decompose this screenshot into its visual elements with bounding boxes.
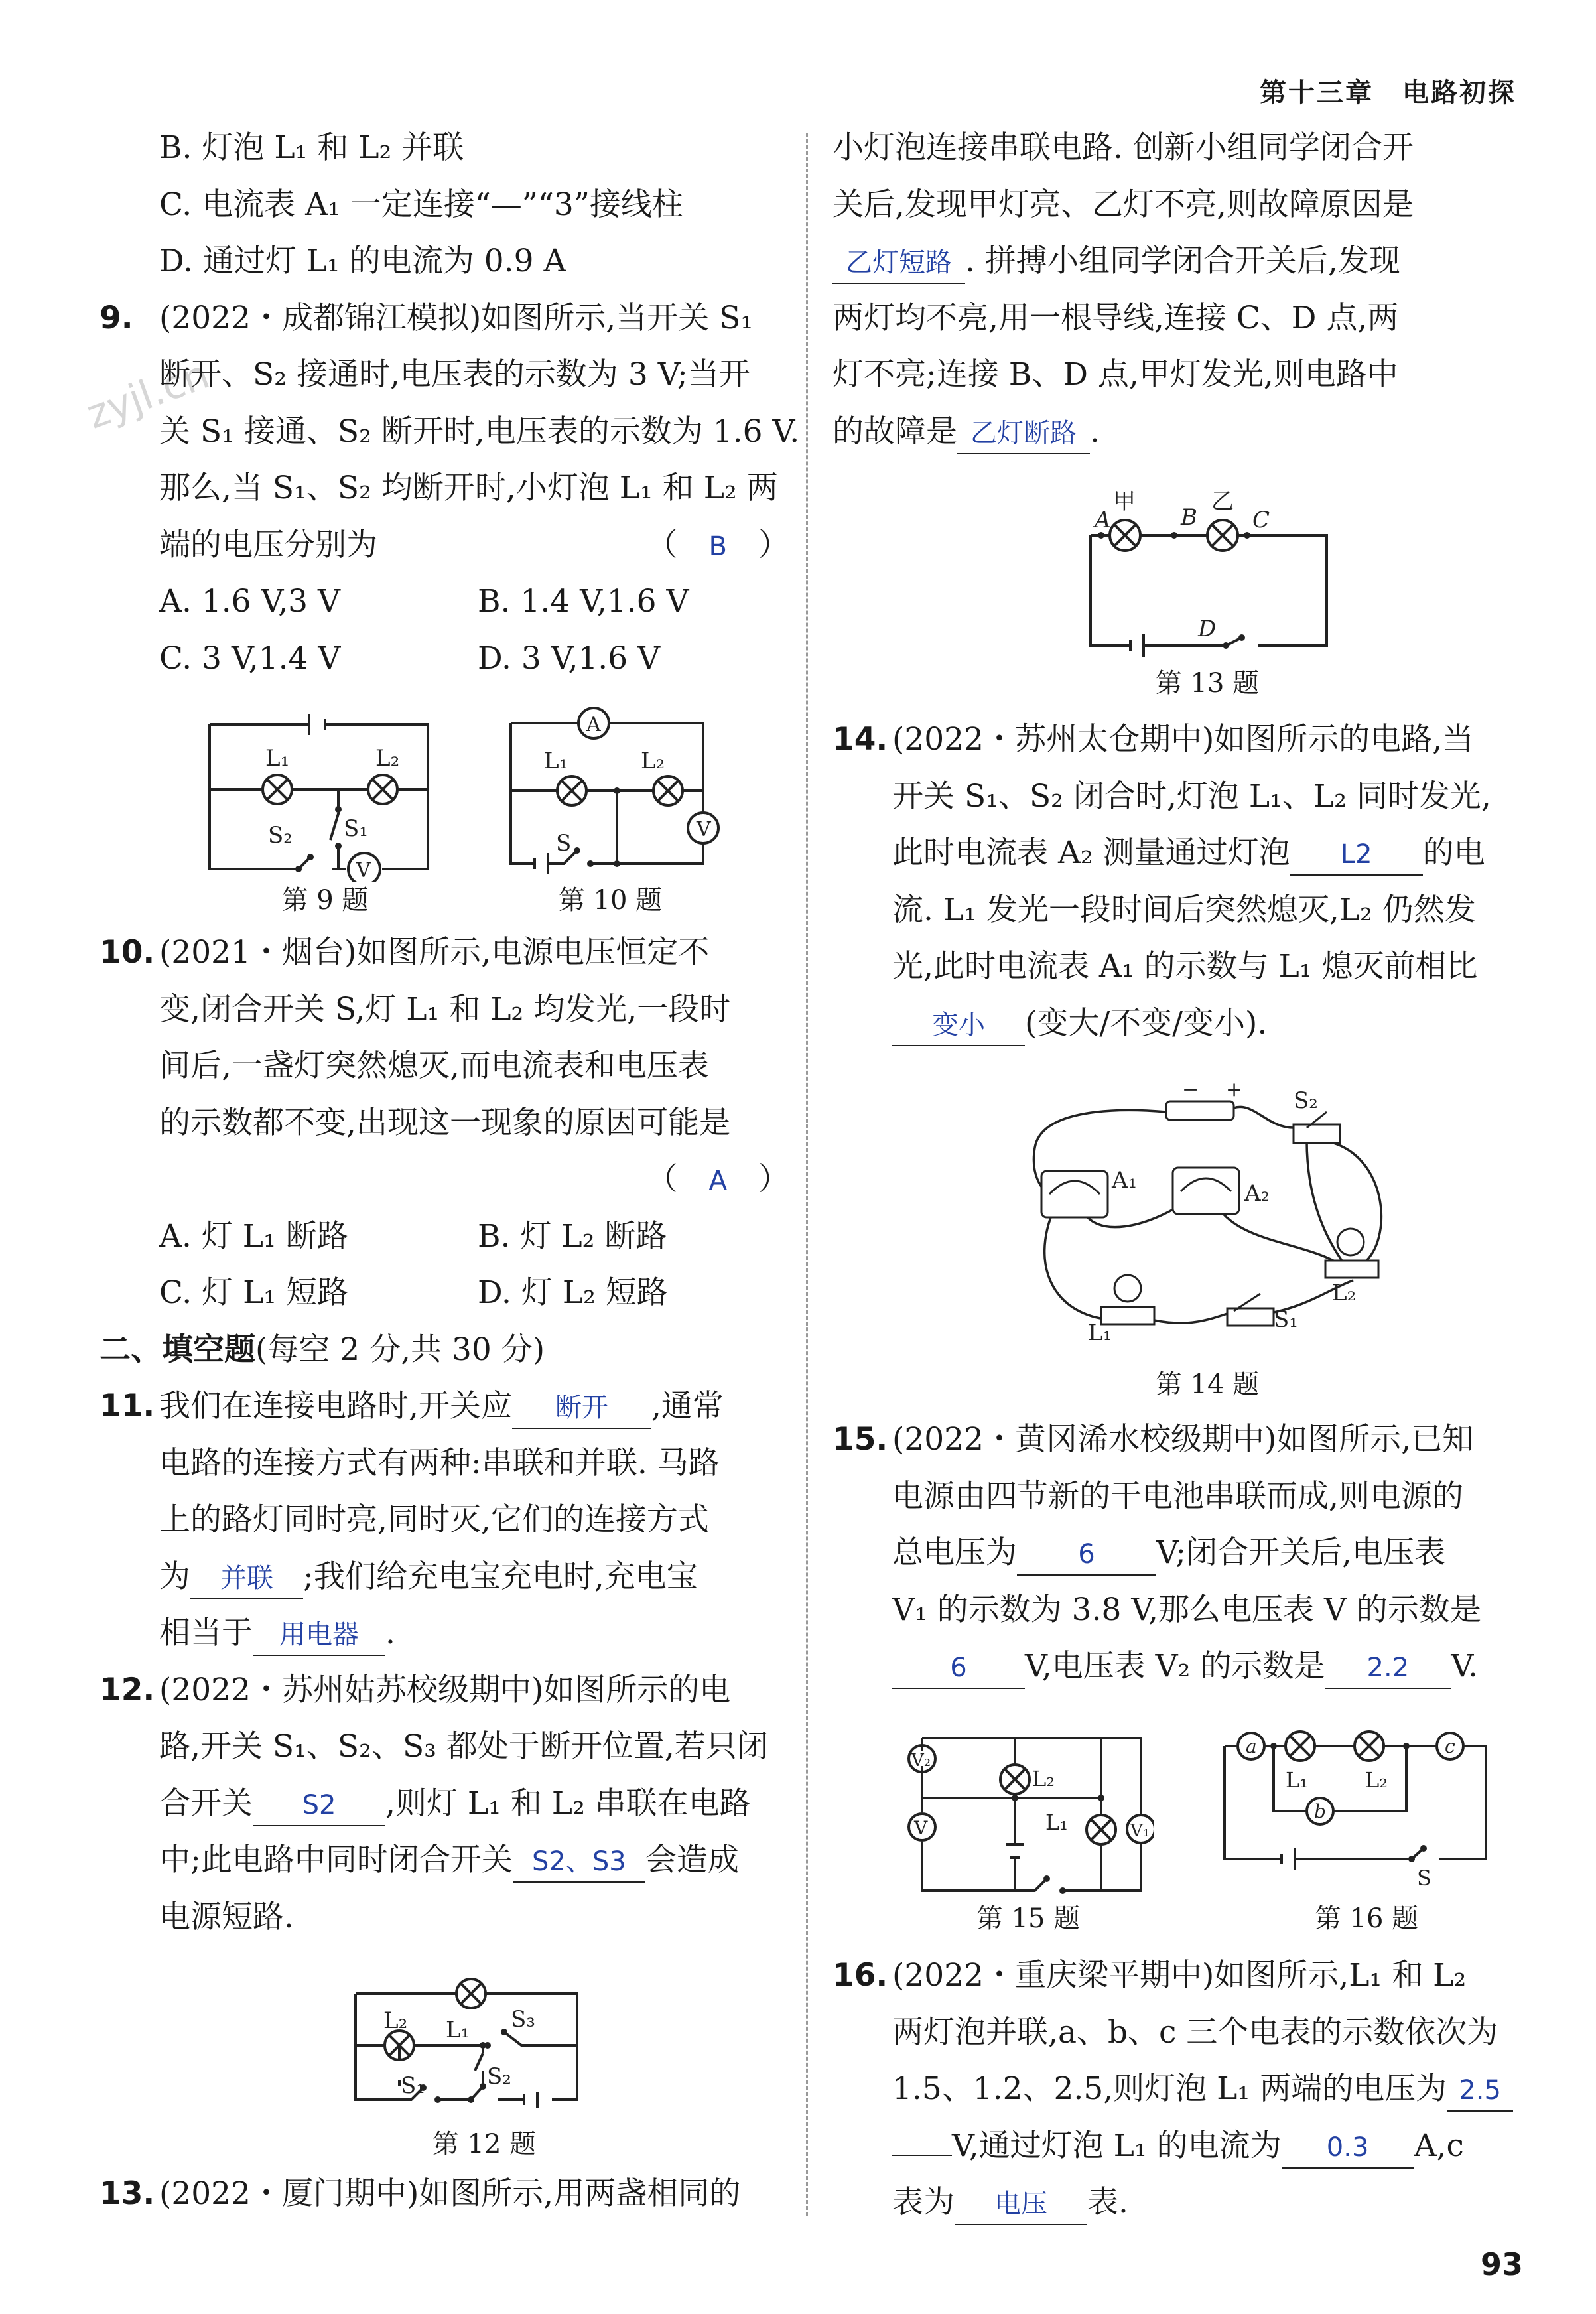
- q14-answer-1: L2: [1290, 835, 1423, 876]
- question-10: [100, 924, 789, 1322]
- fig10-voltmeter-label: V: [697, 818, 711, 841]
- q14-text-2: 开关 S₁、S₂ 闭合时,灯泡 L₁、L₂ 同时发光,: [892, 778, 1491, 815]
- q11-text-1a: 我们在连接电路时,开关应: [159, 1388, 512, 1424]
- q15-text-3b: V;闭合开关后,电压表: [1156, 1534, 1445, 1571]
- fig12-label-S2: S₂: [487, 2063, 511, 2090]
- fig13-label-yi: 乙: [1211, 488, 1234, 515]
- q11-text-3: 上的路灯同时亮,同时灭,它们的连接方式: [159, 1501, 709, 1538]
- fig15-voltmeter-V: V: [914, 1817, 928, 1839]
- q11-text-4a: 为: [159, 1558, 190, 1595]
- q12-number: 12.: [100, 1671, 155, 1708]
- q13-text-6b: .: [1090, 413, 1100, 450]
- q10-answer-paren: （ A ）: [646, 1161, 789, 1197]
- q16-answer-2: 0.3: [1282, 2128, 1414, 2169]
- fig12-label-L2: L₂: [383, 2008, 408, 2034]
- fig13-point-D: D: [1198, 616, 1217, 642]
- fig13-label-jia: 甲: [1113, 488, 1136, 515]
- fig16-label-L1: L₁: [1286, 1767, 1309, 1793]
- fig13-point-A: A: [1095, 507, 1111, 533]
- q11-text-5b: .: [385, 1615, 395, 1651]
- q13-answer-2: 乙灯断路: [957, 413, 1090, 454]
- fig9-label-S2: S₂: [268, 822, 293, 849]
- q14-text-4: 流. L₁ 发光一段时间后突然熄灭,L₂ 仍然发: [892, 891, 1476, 928]
- fig13-point-C: C: [1252, 507, 1270, 533]
- figure-14-apparatus: [1015, 1068, 1400, 1347]
- q13-answer-1: 乙灯短路: [832, 243, 965, 284]
- q10-option-d: D. 灯 L₂ 短路: [478, 1274, 668, 1311]
- q10-text-2: 变,闭合开关 S,灯 L₁ 和 L₂ 均发光,一段时: [159, 990, 731, 1028]
- q16-text-5a: 表为: [892, 2184, 955, 2220]
- q14-caption: 第 14 题: [1155, 1369, 1260, 1400]
- q15-text-5c: V.: [1451, 1648, 1479, 1684]
- q13-text-6a: 的故障是: [832, 413, 957, 450]
- q12-text-4a: 中;此电路中同时闭合开关: [159, 1842, 513, 1878]
- left-column-bottom: [100, 2165, 789, 2222]
- q11-text-2: 电路的连接方式有两种:串联和并联. 马路: [159, 1444, 720, 1481]
- fig15-label-L2: L₂: [1032, 1766, 1055, 1791]
- q10-text-1: (2021・烟台)如图所示,电源电压恒定不: [159, 934, 710, 971]
- fig14-label-A1: A₁: [1112, 1167, 1138, 1193]
- q16-text-2: 两灯泡并联,a、b、c 三个电表的示数依次为: [892, 2013, 1498, 2051]
- q14-text-3a: 此时电流表 A₂ 测量通过灯泡: [892, 835, 1290, 871]
- q12-text-4b: 会造成: [645, 1842, 739, 1878]
- q15-answer-1: 6: [1017, 1534, 1156, 1576]
- right-column-q16: [832, 1947, 1522, 2231]
- q16-answer-1: 2.5: [1447, 2071, 1513, 2112]
- fig16-label-S: S: [1417, 1866, 1431, 1891]
- q11-text-4b: ;我们给充电宝充电时,充电宝: [303, 1558, 698, 1595]
- figure-10-circuit: [498, 697, 723, 876]
- q13-text-5: 灯不亮;连接 B、D 点,甲灯发光,则电路中: [832, 356, 1398, 393]
- q10-answer: A: [708, 1166, 727, 1196]
- q14-text-1: (2022・苏州太仓期中)如图所示的电路,当: [892, 721, 1474, 758]
- q14-text-3b: 的电: [1422, 835, 1485, 871]
- q12-text-2: 路,开关 S₁、S₂、S₃ 都处于断开位置,若只闭: [159, 1728, 768, 1765]
- fig16-meter-b: b: [1314, 1801, 1326, 1822]
- q13-text-3b: . 拼搏小组同学闭合开关后,发现: [965, 243, 1400, 279]
- fig10-label-S: S: [556, 830, 572, 856]
- figure-12-circuit: [345, 1954, 624, 2126]
- q9-number: 9.: [100, 299, 133, 336]
- q16-answer-1-continued: [892, 2155, 952, 2156]
- q10-option-b: B. 灯 L₂ 断路: [478, 1217, 667, 1255]
- section-2-heading: [100, 1322, 789, 1379]
- fig14-plus: +: [1226, 1078, 1243, 1101]
- q15-text-4: V₁ 的示数为 3.8 V,那么电压表 V 的示数是: [892, 1591, 1481, 1628]
- question-13: [832, 119, 1522, 460]
- fig15-voltmeter-V2: V₂: [911, 1751, 931, 1771]
- q13-text-2: 关后,发现甲灯亮、乙灯不亮,则故障原因是: [832, 186, 1414, 223]
- q13-text-0: (2022・厦门期中)如图所示,用两盏相同的: [159, 2175, 741, 2212]
- right-column-q15: [832, 1411, 1522, 1695]
- q16-text-4c: A,c: [1414, 2127, 1464, 2164]
- q11-number: 11.: [100, 1388, 155, 1424]
- q12-caption: 第 12 题: [432, 2129, 537, 2159]
- q11-text-5a: 相当于: [159, 1615, 253, 1651]
- q14-answer-2: 变小: [892, 1005, 1025, 1046]
- q9-caption: 第 9 题: [281, 885, 369, 916]
- q11-answer-1: 断开: [512, 1388, 651, 1429]
- fig12-label-S3: S₃: [511, 2006, 535, 2033]
- question-16: [832, 1947, 1522, 2231]
- q12-text-3a: 合开关: [159, 1785, 253, 1822]
- fig10-label-L1: L₁: [544, 748, 568, 774]
- q9-text-4: 那么,当 S₁、S₂ 均断开时,小灯泡 L₁ 和 L₂ 两: [159, 470, 778, 506]
- q13-number: 13.: [100, 2175, 155, 2212]
- q16-text-5b: 表.: [1087, 2184, 1128, 2220]
- q8-option-b: B. 灯泡 L₁ 和 L₂ 并联: [159, 129, 464, 166]
- q12-answer-2: S2、S3: [513, 1842, 645, 1883]
- right-column: [832, 119, 1522, 460]
- q16-caption: 第 16 题: [1314, 1903, 1419, 1934]
- question-15: [832, 1411, 1522, 1695]
- watermark: zyjl.cn: [80, 351, 216, 439]
- q10-text-4: 的示数都不变,出现这一现象的原因可能是: [159, 1104, 730, 1141]
- question-12: [100, 1662, 789, 1946]
- q10-number: 10.: [100, 934, 155, 971]
- q10-option-c: C. 灯 L₁ 短路: [159, 1274, 349, 1311]
- q11-text-1b: ,通常: [651, 1388, 724, 1424]
- q9-text-2: 断开、S₂ 接通时,电压表的示数为 3 V;当开: [159, 356, 750, 393]
- left-column: [100, 119, 800, 687]
- fig13-point-B: B: [1181, 504, 1197, 531]
- q10-caption: 第 10 题: [558, 885, 663, 916]
- q9-option-c: C. 3 V,1.4 V: [159, 640, 341, 677]
- q16-answer-3: 电压: [955, 2184, 1087, 2225]
- q9-option-b: B. 1.4 V,1.6 V: [478, 583, 689, 620]
- q16-text-4b: V,通过灯泡 L₁ 的电流为: [952, 2127, 1282, 2164]
- q9-option-d: D. 3 V,1.6 V: [478, 640, 661, 677]
- figure-9-circuit: [199, 710, 451, 882]
- figure-16-circuit: [1221, 1718, 1506, 1904]
- q15-answer-3: 2.2: [1325, 1648, 1451, 1689]
- q8-option-d: D. 通过灯 L₁ 的电流为 0.9 A: [159, 243, 566, 279]
- q9-text-1: (2022・成都锦江模拟)如图所示,当开关 S₁: [159, 299, 754, 336]
- q12-text-3b: ,则灯 L₁ 和 L₂ 串联在电路: [385, 1785, 751, 1822]
- q11-answer-2: 并联: [190, 1558, 303, 1599]
- fig15-label-L1: L₁: [1045, 1810, 1069, 1835]
- fig15-voltmeter-V1: V₁: [1130, 1821, 1150, 1841]
- q14-text-6b: (变大/不变/变小).: [1025, 1004, 1268, 1042]
- q9-option-a: A. 1.6 V,3 V: [159, 583, 340, 620]
- q12-text-1: (2022・苏州姑苏校级期中)如图所示的电: [159, 1671, 731, 1708]
- q15-number: 15.: [832, 1421, 888, 1458]
- figure-15-circuit: [902, 1725, 1154, 1897]
- q16-number: 16.: [832, 1957, 888, 1994]
- q9-text-3: 关 S₁ 接通、S₂ 断开时,电压表的示数为 1.6 V.: [159, 413, 800, 450]
- fig12-label-S1: S₁: [401, 2073, 425, 2099]
- q12-text-5: 电源短路.: [159, 1898, 294, 1935]
- q11-answer-3: 用电器: [253, 1615, 385, 1656]
- q13-text-4: 两灯均不亮,用一根导线,连接 C、D 点,两: [832, 299, 1399, 336]
- fig16-meter-c: c: [1445, 1735, 1455, 1757]
- fig9-label-L1: L₁: [265, 745, 290, 772]
- page-number: 93: [1480, 2246, 1523, 2282]
- section-2-note: (每空 2 分,共 30 分): [255, 1331, 545, 1368]
- q15-text-3a: 总电压为: [892, 1534, 1017, 1571]
- fig9-label-L2: L₂: [375, 745, 400, 772]
- fig14-label-S1: S₁: [1274, 1306, 1298, 1333]
- q13-text-1: 小灯泡连接串联电路. 创新小组同学闭合开: [832, 129, 1414, 166]
- fig16-label-L2: L₂: [1365, 1767, 1388, 1793]
- left-column-lower: [100, 924, 789, 1945]
- q9-answer: B: [708, 531, 727, 562]
- q15-caption: 第 15 题: [976, 1903, 1081, 1934]
- q13-caption: 第 13 题: [1155, 668, 1260, 699]
- q16-text-1: (2022・重庆梁平期中)如图所示,L₁ 和 L₂: [892, 1957, 1467, 1994]
- q14-text-5: 光,此时电流表 A₁ 的示数与 L₁ 熄灭前相比: [892, 948, 1478, 985]
- fig16-meter-a: a: [1246, 1735, 1257, 1757]
- fig14-minus: −: [1182, 1078, 1199, 1101]
- question-14: [832, 711, 1522, 1052]
- question-11: [100, 1378, 789, 1662]
- fig12-label-L1: L₁: [446, 2017, 470, 2043]
- q8-option-c: C. 电流表 A₁ 一定连接“—”“3”接线柱: [159, 186, 683, 223]
- fig14-label-S2: S₂: [1294, 1087, 1318, 1114]
- q9-answer-paren: （ B ）: [646, 526, 789, 563]
- fig14-label-A2: A₂: [1244, 1180, 1270, 1207]
- q15-text-2: 电源由四节新的干电池串联而成,则电源的: [892, 1477, 1463, 1515]
- fig9-voltmeter-label: V: [356, 859, 371, 882]
- q14-number: 14.: [832, 721, 888, 758]
- fig9-label-S1: S₁: [344, 815, 368, 842]
- q12-answer-1: S2: [253, 1785, 385, 1826]
- section-2-title: 二、填空题: [100, 1331, 255, 1368]
- q15-text-5b: V,电压表 V₂ 的示数是: [1025, 1648, 1325, 1684]
- q16-text-3a: 1.5、1.2、2.5,则灯泡 L₁ 两端的电压为: [892, 2071, 1447, 2107]
- fig14-label-L1: L₁: [1088, 1320, 1112, 1346]
- q10-text-3: 间后,一盏灯突然熄灭,而电流表和电压表: [159, 1048, 709, 1084]
- figure-13-circuit: [1075, 488, 1340, 660]
- q9-text-5: 端的电压分别为: [159, 526, 377, 563]
- question-9: [100, 290, 800, 687]
- q15-answer-2: 6: [892, 1648, 1025, 1689]
- right-column-q14: [832, 711, 1522, 1052]
- fig10-label-L2: L₂: [641, 748, 665, 774]
- q10-option-a: A. 灯 L₁ 断路: [159, 1217, 348, 1255]
- fig10-ammeter-label: A: [586, 713, 601, 736]
- q15-text-1: (2022・黄冈浠水校级期中)如图所示,已知: [892, 1421, 1474, 1458]
- chapter-header: 第十三章 电路初探: [1260, 78, 1516, 108]
- fig14-label-L2: L₂: [1332, 1280, 1357, 1306]
